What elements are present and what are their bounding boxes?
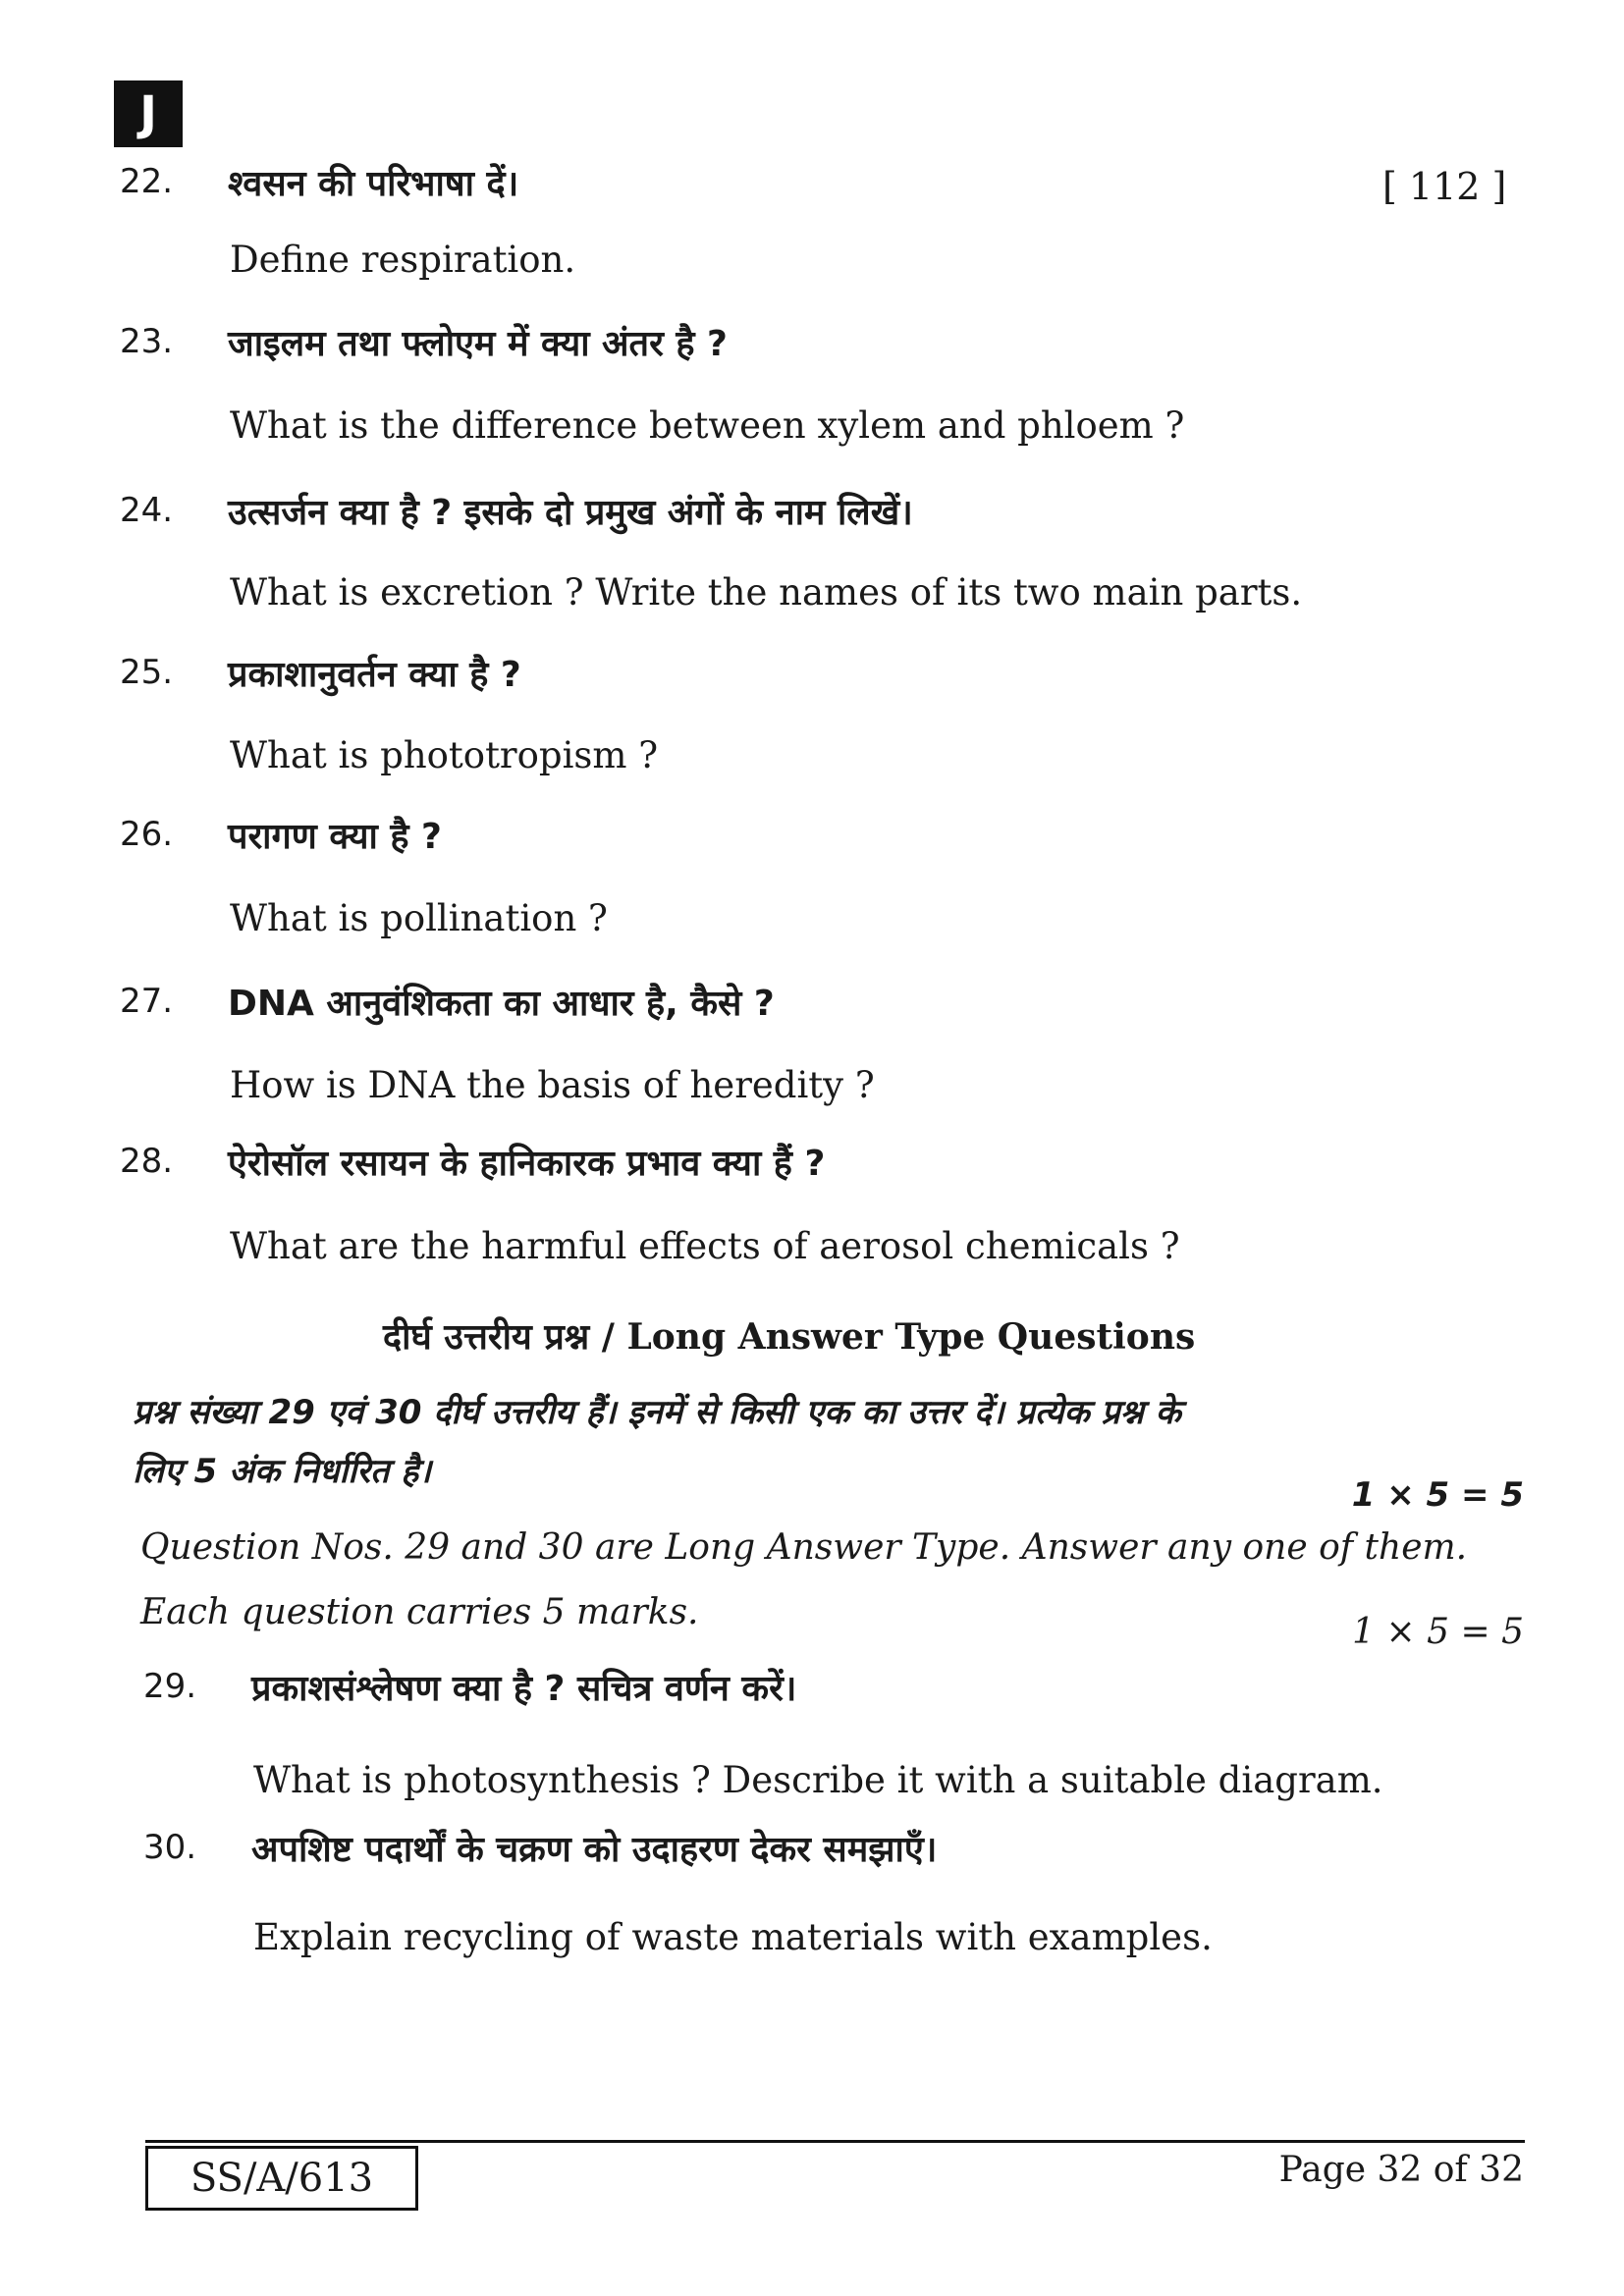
instruction-english-line2: Each question carries 5 marks. [140, 1592, 699, 1632]
question-number: 26. [120, 815, 174, 854]
page-marks: [ 112 ] [1382, 165, 1507, 208]
instruction-english-line1: Question Nos. 29 and 30 are Long Answer Type. Answer any one of them. [140, 1527, 1468, 1568]
question-english: What is photosynthesis ? Describe it with a suitable diagram. [253, 1759, 1383, 1801]
question-english: How is DNA the basis of heredity ? [230, 1064, 875, 1106]
instruction-hindi-line1: प्रश्न संख्या 29 एवं 30 दीर्घ उत्तरीय हैं। इनमें से किसी एक का उत्तर दें। प्रत्येक प्रश्न के [133, 1393, 1181, 1432]
question-number: 23. [120, 322, 174, 361]
question-english: Define respiration. [230, 239, 576, 281]
section-heading: दीर्घ उत्तरीय प्रश्न / Long Answer Type Questions [383, 1316, 1196, 1358]
question-english: Explain recycling of waste materials with examples. [253, 1916, 1213, 1958]
question-english: What is pollination ? [230, 897, 608, 939]
instruction-hindi-line2: लिए 5 अंक निर्धारित है। [133, 1452, 432, 1491]
page-number: Page 32 of 32 [1278, 2150, 1524, 2190]
question-hindi: परागण क्या है ? [228, 817, 442, 857]
question-number: 24. [120, 491, 174, 530]
paper-code: SS/A/613 [145, 2146, 418, 2211]
question-english: What is phototropism ? [230, 734, 659, 776]
question-hindi: प्रकाशानुवर्तन क्या है ? [228, 655, 521, 695]
question-hindi: अपशिष्ट पदार्थों के चक्रण को उदाहरण देकर समझाएँ। [251, 1830, 938, 1870]
question-number: 29. [143, 1667, 197, 1706]
footer-rule [145, 2140, 1525, 2143]
marks-english: 1 × 5 = 5 [1352, 1612, 1524, 1652]
question-english: What is the difference between xylem and phloem ? [230, 404, 1185, 447]
question-hindi: ऐरोसॉल रसायन के हानिकारक प्रभाव क्या हैं ? [228, 1144, 826, 1184]
question-hindi: उत्सर्जन क्या है ? इसके दो प्रमुख अंगों के नाम लिखें। [228, 493, 913, 533]
question-english: What is excretion ? Write the names of its two main parts. [230, 571, 1303, 614]
question-hindi: श्वसन की परिभाषा दें। [228, 164, 519, 204]
question-number: 22. [120, 162, 174, 201]
question-hindi: प्रकाशसंश्लेषण क्या है ? सचित्र वर्णन करें। [251, 1669, 797, 1709]
question-hindi: DNA आनुवंशिकता का आधार है, कैसे ? [228, 984, 775, 1024]
set-label-badge: J [114, 80, 183, 147]
question-hindi: जाइलम तथा फ्लोएम में क्या अंतर है ? [228, 324, 728, 364]
marks-hindi: 1 × 5 = 5 [1351, 1475, 1524, 1515]
question-number: 25. [120, 653, 174, 692]
question-english: What are the harmful effects of aerosol chemicals ? [230, 1225, 1180, 1267]
question-number: 28. [120, 1142, 174, 1181]
question-number: 27. [120, 982, 174, 1021]
question-number: 30. [143, 1828, 197, 1867]
